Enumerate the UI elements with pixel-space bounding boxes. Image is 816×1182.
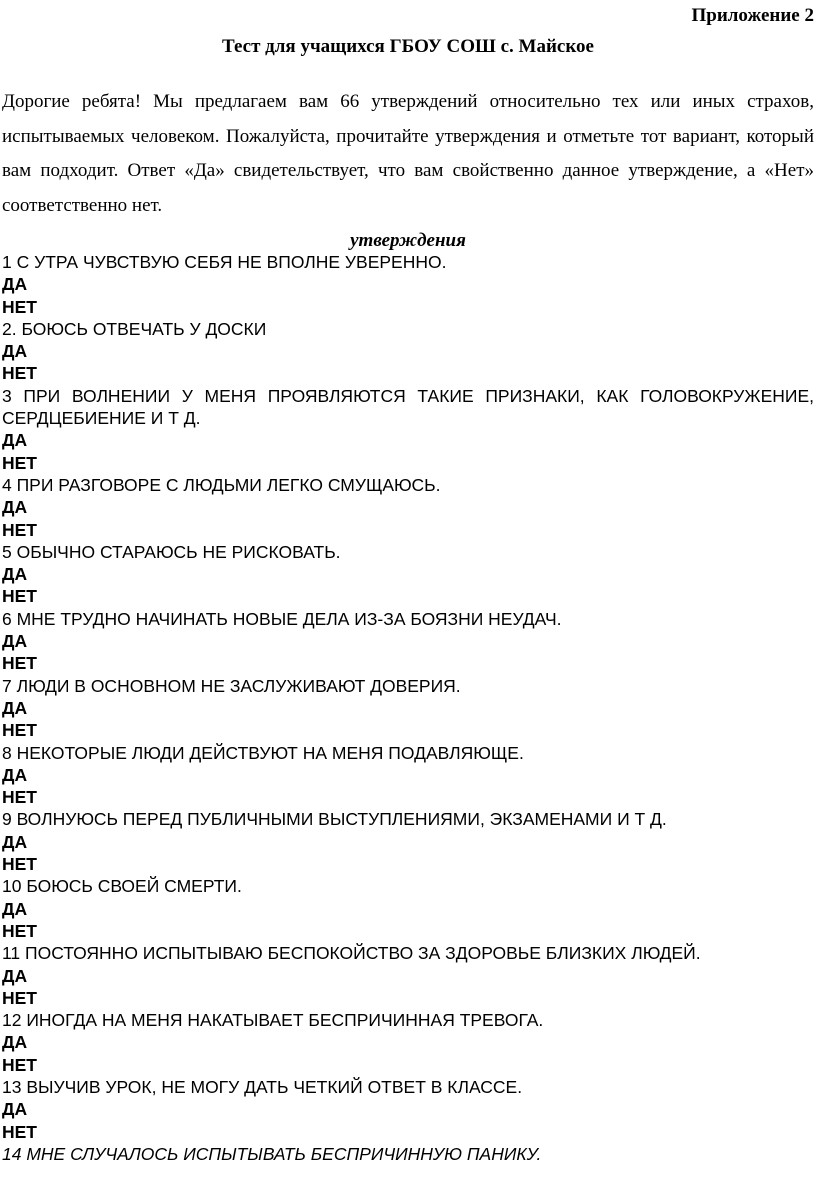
section-heading: утверждения [350, 230, 466, 251]
question-text: 3 ПРИ ВОЛНЕНИИ У МЕНЯ ПРОЯВЛЯЮТСЯ ТАКИЕ ПРИЗНАКИ, КАК ГОЛОВОКРУЖЕНИЕ, СЕРДЦЕБИЕНИЕ И Т Д. [2, 385, 814, 429]
question-text: 9 ВОЛНУЮСЬ ПЕРЕД ПУБЛИЧНЫМИ ВЫСТУПЛЕНИЯМИ, ЭКЗАМЕНАМИ И Т Д. [2, 809, 667, 830]
question-text: 14 МНЕ СЛУЧАЛОСЬ ИСПЫТЫВАТЬ БЕСПРИЧИННУЮ ПАНИКУ. [2, 1143, 542, 1164]
answer-yes[interactable]: ДА [2, 1099, 28, 1120]
answer-no[interactable]: НЕТ [2, 1121, 37, 1142]
question-text: 6 МНЕ ТРУДНО НАЧИНАТЬ НОВЫЕ ДЕЛА ИЗ-ЗА БОЯЗНИ НЕУДАЧ. [2, 608, 562, 629]
answer-yes[interactable]: ДА [2, 965, 28, 986]
answer-no[interactable]: НЕТ [2, 920, 37, 941]
appendix-label: Приложение 2 [691, 5, 814, 26]
question-item [2, 942, 814, 1009]
question-text: 8 НЕКОТОРЫЕ ЛЮДИ ДЕЙСТВУЮТ НА МЕНЯ ПОДАВЛЯЮЩЕ. [2, 742, 524, 763]
answer-no[interactable]: НЕТ [2, 452, 37, 473]
question-item [2, 875, 814, 942]
question-text: 5 ОБЫЧНО СТАРАЮСЬ НЕ РИСКОВАТЬ. [2, 541, 341, 562]
answer-no[interactable]: НЕТ [2, 363, 37, 384]
answer-yes[interactable]: ДА [2, 898, 28, 919]
question-item [2, 474, 814, 541]
question-text: 12 ИНОГДА НА МЕНЯ НАКАТЫВАЕТ БЕСПРИЧИННАЯ ТРЕВОГА. [2, 1010, 544, 1031]
question-text: 10 БОЮСЬ СВОЕЙ СМЕРТИ. [2, 876, 242, 897]
question-text: 7 ЛЮДИ В ОСНОВНОМ НЕ ЗАСЛУЖИВАЮТ ДОВЕРИЯ. [2, 675, 461, 696]
answer-no[interactable]: НЕТ [2, 854, 37, 875]
answer-yes[interactable]: ДА [2, 831, 28, 852]
question-item [2, 541, 814, 608]
question-item [2, 608, 814, 675]
answer-no[interactable]: НЕТ [2, 787, 37, 808]
answer-yes[interactable]: ДА [2, 764, 28, 785]
question-item [2, 1143, 814, 1165]
answer-no[interactable]: НЕТ [2, 987, 37, 1008]
answer-yes[interactable]: ДА [2, 631, 28, 652]
question-text: 1 С УТРА ЧУВСТВУЮ СЕБЯ НЕ ВПОЛНЕ УВЕРЕННО. [2, 252, 447, 272]
question-list [2, 251, 814, 1165]
answer-no[interactable]: НЕТ [2, 586, 37, 607]
question-item [2, 251, 814, 318]
question-item [2, 675, 814, 742]
answer-yes[interactable]: ДА [2, 274, 28, 295]
question-text: 11 ПОСТОЯННО ИСПЫТЫВАЮ БЕСПОКОЙСТВО ЗА ЗДОРОВЬЕ БЛИЗКИХ ЛЮДЕЙ. [2, 943, 701, 964]
answer-yes[interactable]: ДА [2, 1032, 28, 1053]
answer-no[interactable]: НЕТ [2, 296, 37, 317]
page-title: Тест для учащихся ГБОУ СОШ с. Майское [222, 36, 594, 57]
question-item [2, 1076, 814, 1143]
question-item [2, 742, 814, 809]
question-text: 2. БОЮСЬ ОТВЕЧАТЬ У ДОСКИ [2, 318, 267, 339]
answer-yes[interactable]: ДА [2, 430, 28, 451]
question-item [2, 318, 814, 385]
intro-paragraph: Дорогие ребята! Мы предлагаем вам 66 утверждений относительно тех или иных страхов, испытываемых человеком. Пожалуйста, прочитайте утверждения и отметьте тот вариант, который вам подходит. Ответ «Да» свидетельствует, что вам свойственно данное утверждение, а «Нет» соответственно нет. [2, 91, 814, 216]
answer-yes[interactable]: ДА [2, 697, 28, 718]
question-item [2, 385, 814, 474]
answer-yes[interactable]: ДА [2, 497, 28, 518]
question-text: 13 ВЫУЧИВ УРОК, НЕ МОГУ ДАТЬ ЧЕТКИЙ ОТВЕТ В КЛАССЕ. [2, 1076, 523, 1097]
question-item [2, 1009, 814, 1076]
answer-no[interactable]: НЕТ [2, 653, 37, 674]
question-item [2, 808, 814, 875]
answer-yes[interactable]: ДА [2, 341, 28, 362]
answer-yes[interactable]: ДА [2, 564, 28, 585]
question-text: 4 ПРИ РАЗГОВОРЕ С ЛЮДЬМИ ЛЕГКО СМУЩАЮСЬ. [2, 474, 441, 495]
answer-no[interactable]: НЕТ [2, 720, 37, 741]
answer-no[interactable]: НЕТ [2, 1054, 37, 1075]
answer-no[interactable]: НЕТ [2, 519, 37, 540]
